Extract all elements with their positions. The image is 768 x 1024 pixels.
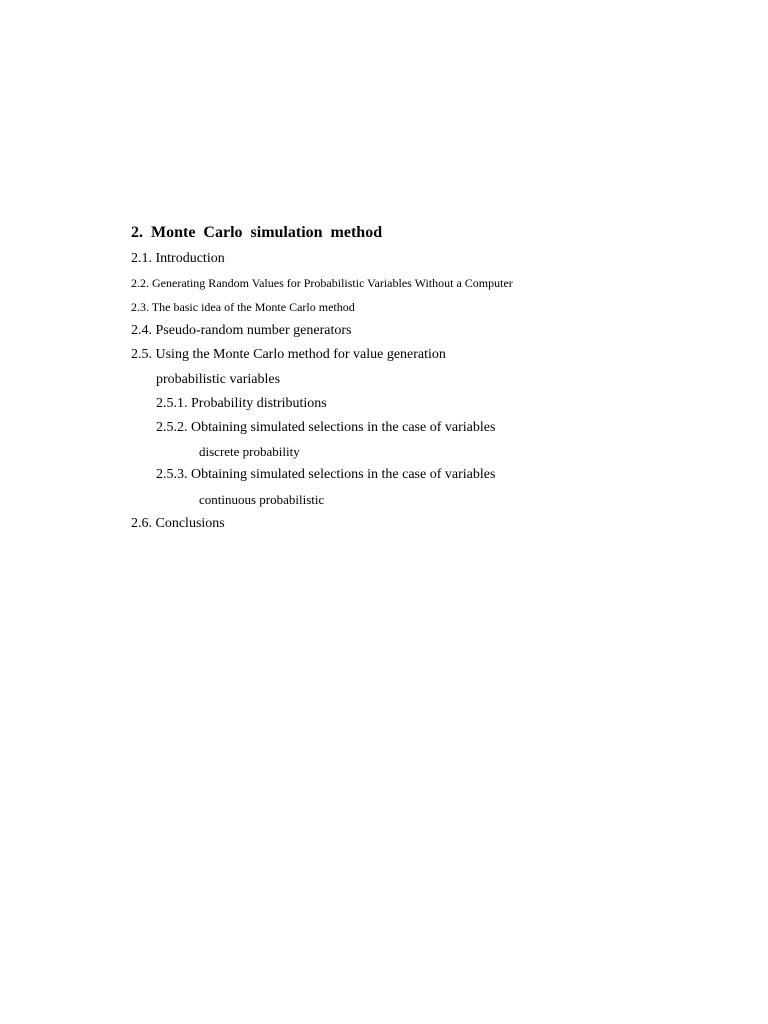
toc-entry-2-1: 2.1. Introduction: [131, 251, 225, 266]
toc-entry-2-5-1: 2.5.1. Probability distributions: [156, 396, 327, 411]
toc-entry-2-5-2-continuation: discrete probability: [199, 444, 300, 459]
toc-entry-2-6: 2.6. Conclusions: [131, 516, 225, 531]
toc-entry-2-5-continuation: probabilistic variables: [156, 372, 281, 387]
toc-entry-2-5-3: 2.5.3. Obtaining simulated selections in the case of variables: [156, 467, 496, 482]
toc-entry-2-5-3-continuation: continuous probabilistic: [199, 492, 325, 507]
toc-entry-2-2: 2.2. Generating Random Values for Probabilistic Variables Without a Computer: [131, 276, 513, 290]
toc-entry-2-4: 2.4. Pseudo-random number generators: [131, 323, 352, 338]
toc-entry-2-5-2: 2.5.2. Obtaining simulated selections in the case of variables: [156, 420, 496, 435]
section-heading: 2. Monte Carlo simulation method: [131, 224, 383, 241]
toc-entry-2-5: 2.5. Using the Monte Carlo method for value generation: [131, 347, 446, 362]
toc-entry-2-3: 2.3. The basic idea of the Monte Carlo method: [131, 300, 355, 314]
